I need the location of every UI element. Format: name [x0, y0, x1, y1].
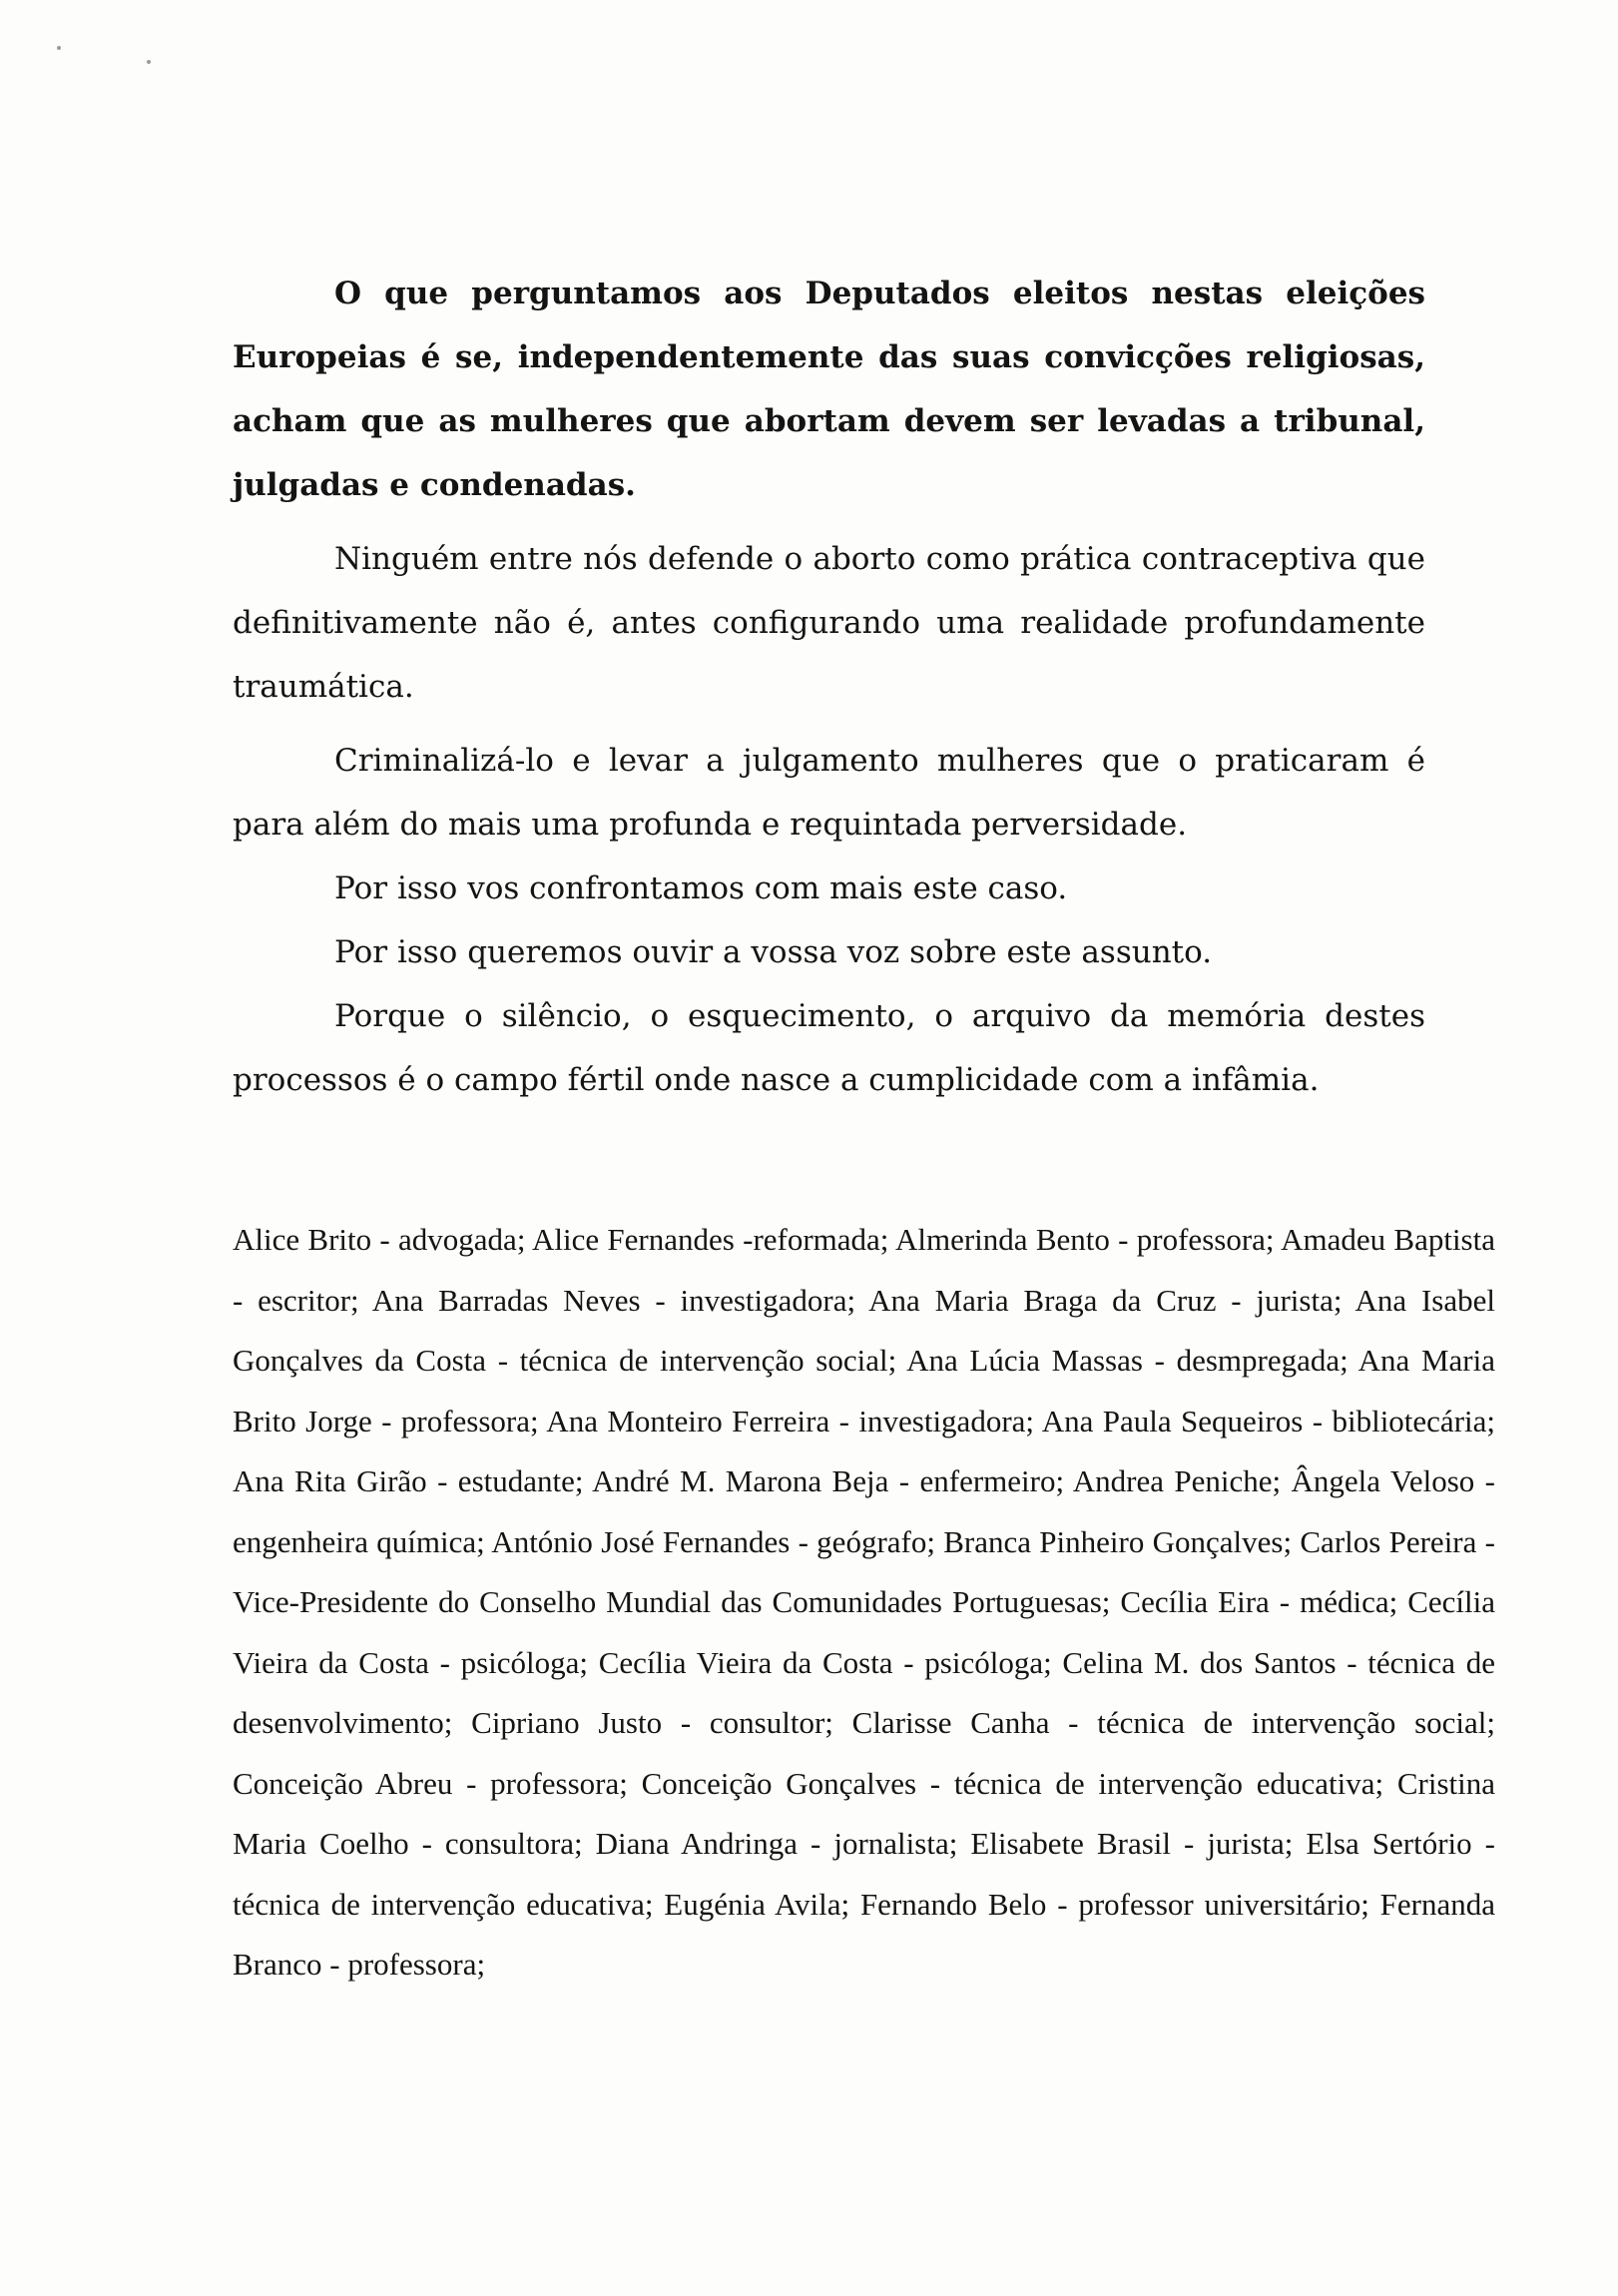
- paragraph: Por isso vos confrontamos com mais este caso.: [334, 870, 1068, 906]
- paragraph: Por isso queremos ouvir a vossa voz sobre este assunto.: [334, 934, 1213, 970]
- paragraph: Ninguém entre nós defende o aborto como prática contraceptiva que definitivamente não é, antes configurando uma realidade profundamente traumática.: [233, 541, 1425, 705]
- signatories-text: Alice Brito - advogada; Alice Fernandes -reformada; Almerinda Bento - professora; Amadeu Baptista - escritor; Ana Barradas Neves - investigadora; Ana Maria Braga da Cruz - jurista; Ana Isabel Gonçalves da Costa - técnica de intervenção social; Ana Lúcia Massas - desmpregada; Ana Maria Brito Jorge - professora; Ana Monteiro Ferreira - investigadora; Ana Paula Sequeiros - bibliotecária; Ana Rita Girão - estudante; André M. Marona Beja - enfermeiro; Andrea Peniche; Ângela Veloso - engenheira química; António José Fernandes - geógrafo; Branca Pinheiro Gonçalves; Carlos Pereira - Vice-Presidente do Conselho Mundial das Comunidades Portuguesas; Cecília Eira - médica; Cecília Vieira da Costa - psicóloga; Cecília Vieira da Costa - psicóloga; Celina M. dos Santos - técnica de desenvolvimento; Cipriano Justo - consultor; Clarisse Canha - técnica de intervenção social; Conceição Abreu - professora; Conceição Gonçalves - técnica de intervenção educativa; Cristina Maria Coelho - consultora; Diana Andringa - jornalista; Elisabete Brasil - jurista; Elsa Sertório - técnica de intervenção educativa; Eugénia Avila; Fernando Belo - professor universitário; Fernanda Branco - professora;: [233, 1222, 1495, 1982]
- lead-question: O que perguntamos aos Deputados eleitos nestas eleições Europeias é se, independentemente das suas convicções religiosas, acham que as mulheres que abortam devem ser levadas a tribunal, julgadas e condenadas.: [233, 276, 1425, 503]
- paragraph: Porque o silêncio, o esquecimento, o arquivo da memória destes processos é o campo fértil onde nasce a cumplicidade com a infâmia.: [233, 998, 1425, 1098]
- paragraph: Criminalizá-lo e levar a julgamento mulheres que o praticaram é para além do mais uma profunda e requintada perversidade.: [233, 743, 1425, 843]
- scan-speck: [147, 60, 151, 64]
- statement-body: [233, 262, 1425, 1112]
- signatories-list: [233, 1210, 1495, 1996]
- scan-speck: [57, 46, 61, 50]
